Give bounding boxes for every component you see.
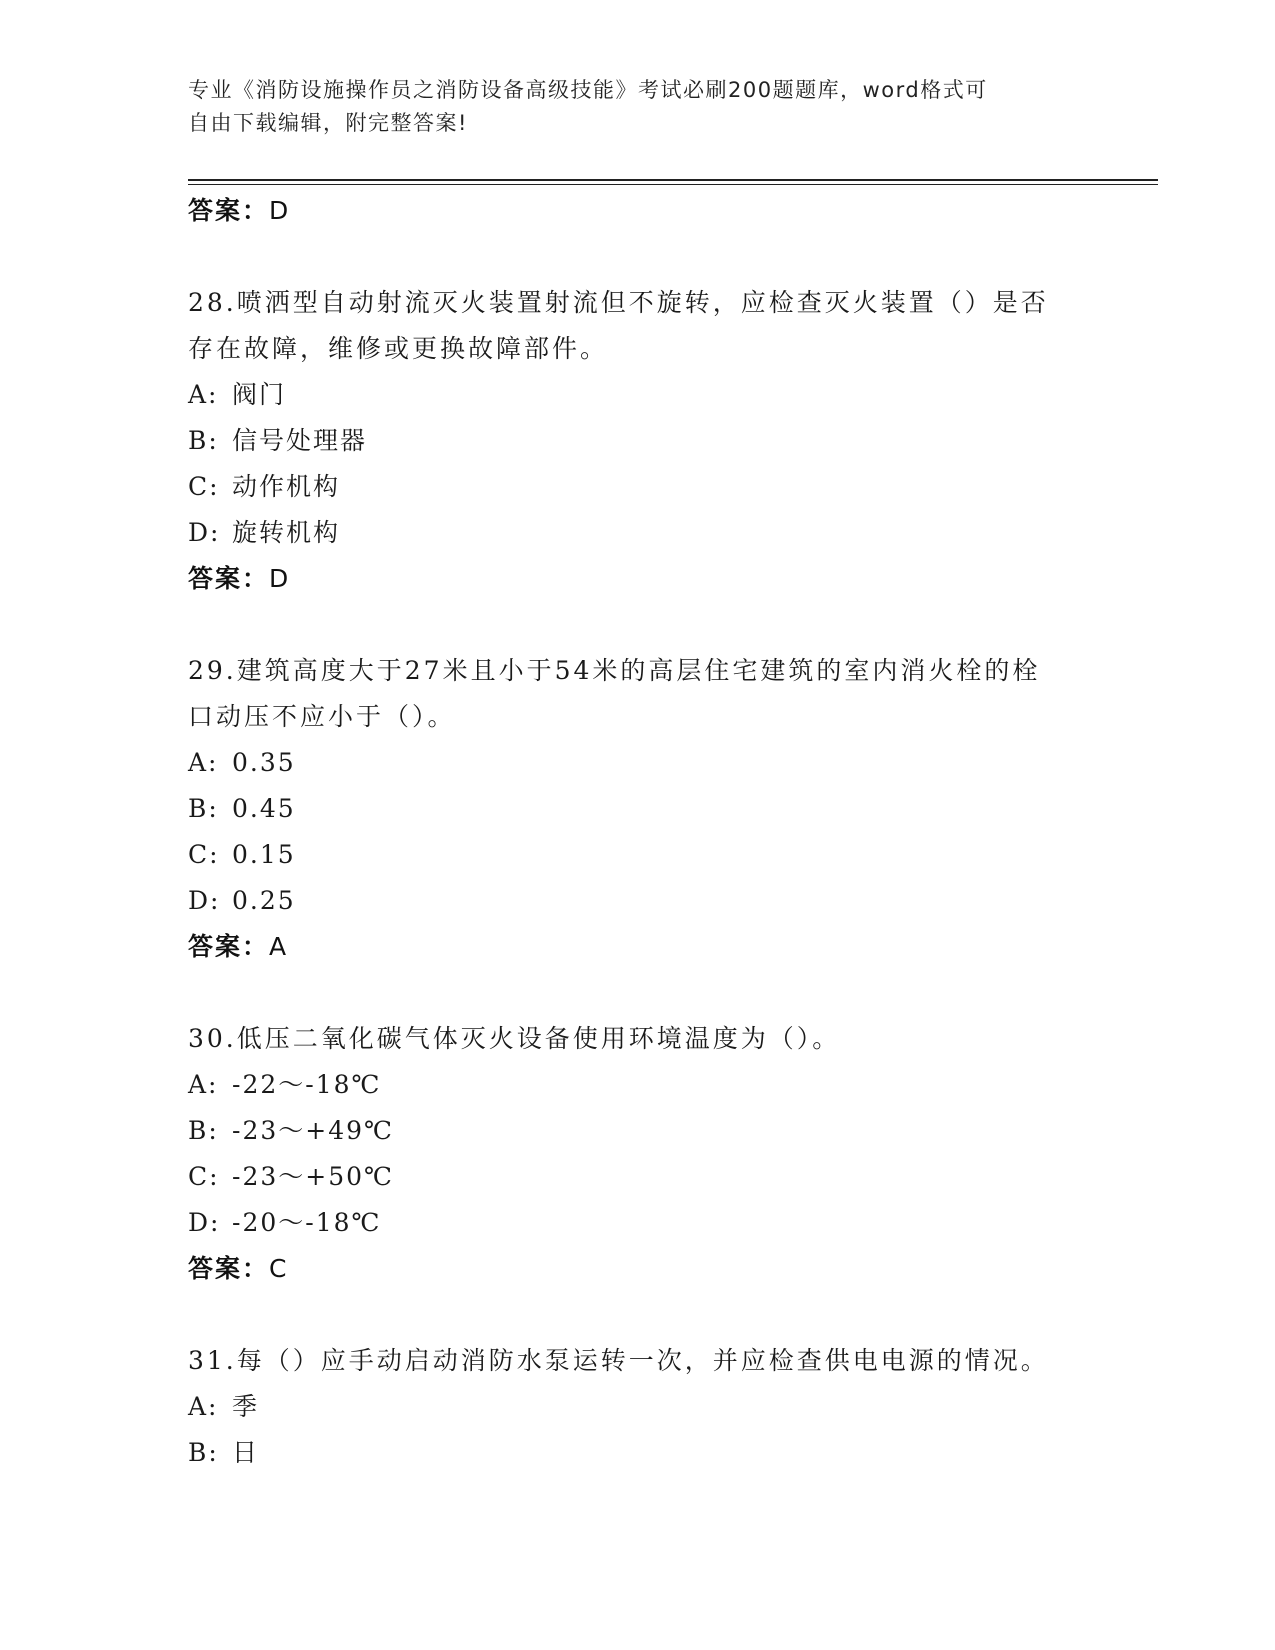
- option-text: -20～-18℃: [232, 1208, 382, 1237]
- answer-line: [188, 924, 1088, 970]
- option-c: [188, 1154, 1088, 1200]
- option-b: [188, 1108, 1088, 1154]
- answer-value: D: [269, 564, 291, 593]
- answer-label: 答案：: [188, 564, 270, 593]
- option-text: 0.25: [232, 886, 296, 915]
- option-a: [188, 740, 1088, 786]
- question-28: [188, 280, 1088, 602]
- question-stem: [188, 648, 1088, 740]
- option-key: D:: [188, 886, 221, 915]
- answer-label: 答案：: [188, 1254, 270, 1283]
- option-key: B:: [188, 426, 219, 455]
- option-text: 旋转机构: [232, 518, 341, 547]
- option-key: D:: [188, 518, 221, 547]
- document-header: [188, 74, 1088, 140]
- answer-label: 答案：: [188, 196, 270, 225]
- option-b: [188, 786, 1088, 832]
- option-text: 季: [232, 1392, 260, 1421]
- option-text: 动作机构: [232, 472, 341, 501]
- option-text: 信号处理器: [232, 426, 368, 455]
- question-stem: [188, 280, 1088, 372]
- option-key: C:: [188, 840, 220, 869]
- answer-line: [188, 188, 1088, 234]
- answer-value: D: [269, 196, 291, 225]
- option-d: [188, 1200, 1088, 1246]
- option-key: D:: [188, 1208, 221, 1237]
- option-text: 阀门: [232, 380, 287, 409]
- option-a: [188, 372, 1088, 418]
- question-30: [188, 1016, 1088, 1292]
- question-stem-line: 31.每（）应手动启动消防水泵运转一次，并应检查供电电源的情况。: [188, 1346, 1049, 1375]
- option-key: A:: [188, 1070, 219, 1099]
- question-stem-line: 口动压不应小于（）。: [188, 702, 456, 731]
- question-stem-line: 28.喷洒型自动射流灭火装置射流但不旋转，应检查灭火装置（）是否: [188, 288, 1049, 317]
- option-key: A:: [188, 380, 219, 409]
- document-body: [188, 188, 1088, 1476]
- option-key: C:: [188, 1162, 220, 1191]
- option-text: 0.45: [232, 794, 296, 823]
- header-line-1: 专业《消防设施操作员之消防设备高级技能》考试必刷200题题库，word格式可: [188, 78, 988, 102]
- option-a: [188, 1384, 1088, 1430]
- answer-value: C: [269, 1254, 289, 1283]
- option-key: A:: [188, 1392, 219, 1421]
- answer-line: [188, 556, 1088, 602]
- question-stem: [188, 1338, 1088, 1384]
- option-b: [188, 1430, 1088, 1476]
- question-29: [188, 648, 1088, 970]
- option-key: B:: [188, 1116, 219, 1145]
- answer-value: A: [269, 932, 289, 961]
- option-text: 0.35: [232, 748, 296, 777]
- option-key: C:: [188, 472, 220, 501]
- option-d: [188, 510, 1088, 556]
- answer-label: 答案：: [188, 932, 270, 961]
- option-c: [188, 832, 1088, 878]
- option-key: A:: [188, 748, 219, 777]
- option-text: -23～+50℃: [232, 1162, 394, 1191]
- option-text: 日: [232, 1438, 260, 1467]
- option-b: [188, 418, 1088, 464]
- question-31: [188, 1338, 1088, 1476]
- question-stem-line: 29.建筑高度大于27米且小于54米的高层住宅建筑的室内消火栓的栓: [188, 656, 1041, 685]
- answer-line: [188, 1246, 1088, 1292]
- header-divider-thick: [188, 179, 1158, 181]
- header-line-2: 自由下载编辑，附完整答案!: [188, 111, 468, 135]
- option-key: B:: [188, 794, 219, 823]
- option-text: -23～+49℃: [232, 1116, 394, 1145]
- option-a: [188, 1062, 1088, 1108]
- option-d: [188, 878, 1088, 924]
- option-text: 0.15: [232, 840, 296, 869]
- option-c: [188, 464, 1088, 510]
- option-text: -22～-18℃: [232, 1070, 382, 1099]
- option-key: B:: [188, 1438, 219, 1467]
- question-stem-line: 存在故障，维修或更换故障部件。: [188, 334, 609, 363]
- question-stem-line: 30.低压二氧化碳气体灭火设备使用环境温度为（）。: [188, 1024, 841, 1053]
- question-stem: [188, 1016, 1088, 1062]
- header-divider-thin: [188, 184, 1158, 185]
